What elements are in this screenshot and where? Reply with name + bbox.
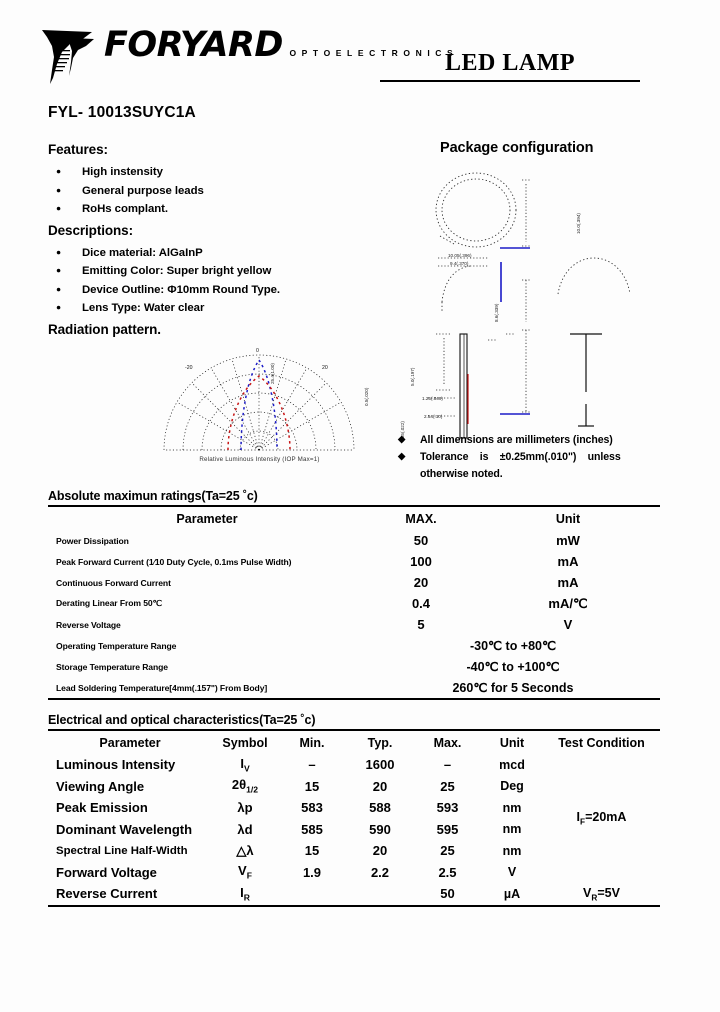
cell-test-condition: $V_R=5V$ — [583, 885, 620, 902]
axis-label-minus20: -20 — [185, 365, 193, 371]
cell-unit: mA — [557, 554, 579, 569]
dim-lens-diameter: 10.0(.394) — [576, 213, 581, 234]
table-header-row — [48, 730, 660, 754]
table-row — [48, 572, 660, 593]
cell-symbol: $V_F$ — [238, 863, 252, 882]
cell-unit: mA/℃ — [548, 595, 588, 611]
cell-min: 15 — [304, 778, 320, 794]
cell-min — [278, 883, 346, 906]
cell-max: 50 — [440, 886, 455, 902]
table-row — [48, 614, 660, 635]
table-header-row — [48, 506, 660, 530]
part-number: FYL- 10013SUYC1A — [48, 104, 196, 121]
cell-max: 2.5 — [438, 864, 457, 880]
package-configuration-heading: Package configuration — [440, 140, 594, 156]
column-header-max: Max. — [433, 735, 462, 750]
dim-bottom: 0.55(.022) — [400, 421, 405, 442]
table-row — [48, 593, 660, 614]
column-header-parameter: Parameter — [176, 511, 238, 526]
list-item: ● High instensity — [48, 163, 378, 182]
brand-tagline: OPTOELECTRONICS — [289, 48, 459, 58]
cell-typ — [346, 883, 414, 906]
cell-typ: 590 — [369, 821, 391, 837]
cell-max: 0.4 — [411, 596, 431, 611]
cell-parameter: Storage Temperature Range — [56, 661, 168, 672]
dim-lead-a: 1.25(.049) — [422, 396, 443, 401]
cell-value-merged: 260℃ for 5 Seconds — [452, 681, 574, 695]
column-header-test-condition: Test Condition — [558, 735, 645, 750]
cell-unit: nm — [502, 800, 522, 815]
electrical-optical-characteristics-table — [48, 729, 660, 907]
cell-unit: mA — [557, 575, 579, 590]
cell-unit: V — [563, 617, 573, 632]
cell-unit: µA — [503, 886, 521, 901]
list-item: ● Dice material: AlGaInP — [48, 244, 378, 263]
brand-name: FORYARD — [104, 25, 283, 65]
column-header-unit: Unit — [555, 511, 581, 526]
page-title: LED LAMP — [380, 50, 640, 82]
list-item — [396, 449, 686, 483]
cell-symbol: $2\theta_{1/2}$ — [231, 777, 259, 796]
radiation-chart-caption: Relative Luminous Intensity (IOP Max=1) — [199, 456, 320, 463]
note-tolerance-line2: otherwise noted. — [420, 468, 503, 480]
absolute-maximum-ratings-table — [48, 505, 660, 700]
cell-parameter: Reverse Voltage — [56, 619, 121, 630]
cell-parameter: Operating Temperature Range — [56, 640, 177, 651]
cell-parameter: Lead Soldering Temperature[4mm(.157") From Body] — [56, 682, 268, 693]
cell-typ: 2.2 — [370, 864, 390, 880]
cell-max: 25 — [440, 778, 455, 794]
electrical-characteristics-title: Electrical and optical characteristics(Ta=25 ˚c) — [48, 713, 316, 727]
cell-min: – — [308, 757, 316, 773]
absolute-maximum-ratings-section — [48, 489, 660, 700]
features-descriptions-column — [48, 142, 378, 343]
cell-unit: Deg — [500, 779, 524, 794]
list-item: ● RoHs complant. — [48, 200, 378, 219]
column-header-unit: Unit — [499, 735, 525, 750]
absolute-max-ratings-title: Absolute maximun ratings(Ta=25 ˚c) — [48, 489, 258, 503]
cell-symbol: △λ — [236, 842, 254, 858]
column-header-symbol: Symbol — [222, 735, 268, 750]
features-list — [48, 163, 378, 219]
cell-parameter: Luminous Intensity — [56, 757, 176, 773]
column-header-parameter: Parameter — [99, 735, 161, 750]
list-item: ● General purpose leads — [48, 182, 378, 201]
cell-value-merged: -40℃ to +100℃ — [466, 660, 560, 674]
polar-plot-icon — [152, 338, 367, 456]
cell-min: 1.9 — [302, 864, 322, 880]
page-header — [40, 22, 690, 100]
cell-max: 20 — [413, 575, 429, 590]
table-row — [48, 677, 660, 699]
column-header-max: MAX. — [405, 511, 437, 526]
table-row — [48, 656, 660, 677]
table-row — [48, 883, 660, 906]
table-row — [48, 635, 660, 656]
cell-symbol: $I_V$ — [240, 755, 250, 774]
cell-min: 15 — [304, 843, 320, 859]
descriptions-heading: Descriptions: — [48, 222, 133, 238]
cell-parameter: Derating Linear From 50℃ — [56, 598, 163, 608]
cell-typ: 20 — [372, 778, 388, 794]
list-item: ● Lens Type: Water clear — [48, 299, 378, 318]
cell-parameter: Spectral Line Half-Width — [56, 844, 188, 857]
axis-label-zero: 0 — [256, 348, 259, 354]
axis-label-plus20: 20 — [322, 365, 328, 371]
cell-min: 583 — [301, 800, 323, 816]
dim-lead-length: 25.4(1.00) — [270, 363, 275, 384]
features-heading: Features: — [48, 142, 108, 157]
cell-max: 50 — [413, 533, 429, 548]
list-item: ● Emitting Color: Super bright yellow — [48, 262, 378, 281]
column-header-min: Min. — [299, 735, 325, 750]
cell-unit: nm — [502, 843, 522, 858]
foryard-bird-logo-icon — [40, 24, 98, 86]
dim-lead-b: 2.54(.10) — [424, 414, 443, 419]
dim-mid-1: 5.0(.197) — [410, 367, 415, 386]
cell-parameter: Forward Voltage — [56, 864, 157, 880]
electrical-optical-characteristics-section — [48, 713, 660, 907]
cell-unit: nm — [502, 822, 522, 837]
column-header-typ: Typ. — [367, 735, 393, 750]
cell-max: 5 — [417, 617, 425, 632]
cell-typ: 588 — [369, 800, 391, 816]
cell-unit: mcd — [499, 757, 525, 772]
radiation-pattern-chart — [152, 338, 367, 478]
cell-max: – — [443, 757, 452, 773]
cell-max: 25 — [440, 843, 455, 859]
cell-symbol: $I_R$ — [240, 884, 250, 903]
dim-total-height: 8.6(.339) — [494, 303, 499, 322]
table-row — [48, 551, 660, 572]
list-item: ◆ All dimensions are millimeters (inches) — [396, 432, 686, 449]
cell-parameter: Dominant Wavelength — [56, 821, 193, 837]
cell-parameter: Viewing Angle — [56, 778, 145, 794]
dim-body-width-2: 9.4(.370) — [450, 261, 469, 266]
cell-parameter: Continuous Forward Current — [56, 577, 171, 588]
radiation-pattern-heading: Radiation pattern. — [48, 321, 161, 337]
cell-parameter: Reverse Current — [56, 886, 158, 902]
cell-symbol: λd — [237, 821, 253, 837]
cell-parameter: Peak Forward Current (1⁄10 Duty Cycle, 0.1ms Pulse Width) — [56, 556, 292, 567]
cell-max: 100 — [410, 554, 432, 569]
dimension-notes — [396, 432, 686, 483]
cell-parameter: Peak Emission — [56, 800, 148, 816]
cell-max: 595 — [436, 821, 459, 837]
table-row — [48, 530, 660, 551]
cell-symbol: λp — [237, 800, 253, 816]
note-tolerance-line1: Tolerance is ±0.25mm(.010") unless — [420, 451, 621, 463]
dim-body-width-1: 10.05(.396) — [448, 253, 472, 258]
cell-typ: 1600 — [365, 757, 395, 773]
cell-parameter: Power Dissipation — [56, 535, 129, 546]
cell-test-condition: $I_F=20mA$ — [576, 810, 627, 827]
notes-list — [396, 432, 686, 483]
descriptions-list — [48, 244, 378, 318]
cell-min: 585 — [301, 821, 323, 837]
cell-max: 593 — [436, 800, 459, 816]
cell-unit: V — [507, 865, 517, 880]
table-row — [48, 754, 660, 776]
dim-mid-2: 0.5(.020) — [364, 387, 369, 406]
list-item: ● Device Outline: Φ10mm Round Type. — [48, 281, 378, 300]
cell-unit: mW — [556, 533, 580, 548]
cell-value-merged: -30℃ to +80℃ — [469, 639, 557, 653]
cell-typ: 20 — [372, 843, 388, 859]
